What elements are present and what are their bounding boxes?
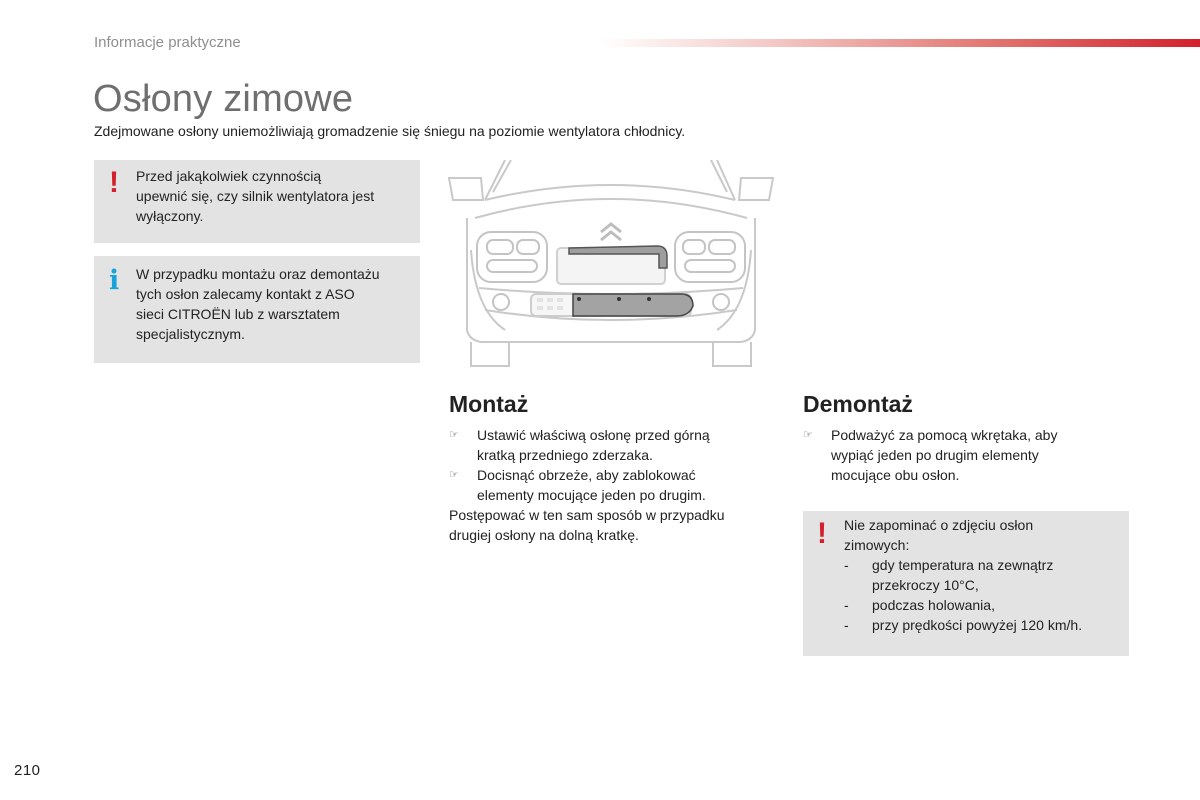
pointing-hand-icon: ☞	[449, 469, 459, 481]
info-line: tych osłon zalecamy kontakt z ASO	[136, 286, 355, 302]
warning-box	[94, 160, 420, 243]
info-icon: i	[109, 265, 120, 296]
montaz-note: Postępować w ten sam sposób w przypadku	[449, 507, 725, 523]
running-header: Informacje praktyczne	[94, 34, 241, 51]
info-box	[94, 256, 420, 363]
list-item: ☞ Docisnąć obrzeże, aby zablokować elementy mocujące jeden po drugim.	[449, 467, 706, 503]
list-item: - przy prędkości powyżej 120 km/h.	[844, 617, 1083, 633]
list-item: ☞ Ustawić właściwą osłonę przed górną kratką przedniego zderzaka.	[449, 427, 710, 463]
warning-line: wyłączony.	[136, 208, 204, 224]
page-number: 210	[14, 762, 41, 779]
car-front-illustration	[445, 160, 777, 370]
reminder-box: ! Nie zapominać o zdjęciu osłon zimowych: - gdy temperatura na zewnątrz przekroczy 10°C, - podczas holowania, - przy prędkości powyżej 120 km/h.	[803, 511, 1129, 656]
demontaz-instructions	[803, 425, 1133, 485]
montaz-instructions	[449, 425, 779, 545]
page-subtitle: Zdejmowane osłony uniemożliwiają gromadzenie się śniegu na poziomie wentylatora chłodnicy.	[94, 123, 686, 139]
header-accent-bar	[600, 39, 1200, 47]
exclamation-icon: !	[109, 166, 119, 199]
montaz-note: drugiej osłony na dolną kratkę.	[449, 527, 639, 543]
demontaz-heading: Demontaż	[803, 391, 913, 417]
page-title: Osłony zimowe	[93, 78, 354, 120]
info-line: specjalistycznym.	[136, 326, 245, 342]
pointing-hand-icon: ☞	[449, 429, 459, 441]
info-line: sieci CITROËN lub z warsztatem	[136, 306, 340, 322]
list-item: ☞ Podważyć za pomocą wkrętaka, aby wypiąć jeden po drugim elementy mocujące obu osłon.	[803, 427, 1058, 483]
info-line: W przypadku montażu oraz demontażu	[136, 266, 380, 282]
montaz-heading: Montaż	[449, 391, 529, 417]
pointing-hand-icon: ☞	[803, 429, 813, 441]
list-item: - gdy temperatura na zewnątrz przekroczy 10°C,	[844, 557, 1054, 593]
exclamation-icon: !	[817, 517, 827, 550]
warning-line: Przed jakąkolwiek czynnością	[136, 168, 322, 184]
warning-line: upewnić się, czy silnik wentylatora jest	[136, 188, 375, 204]
list-item: - podczas holowania,	[844, 597, 995, 613]
